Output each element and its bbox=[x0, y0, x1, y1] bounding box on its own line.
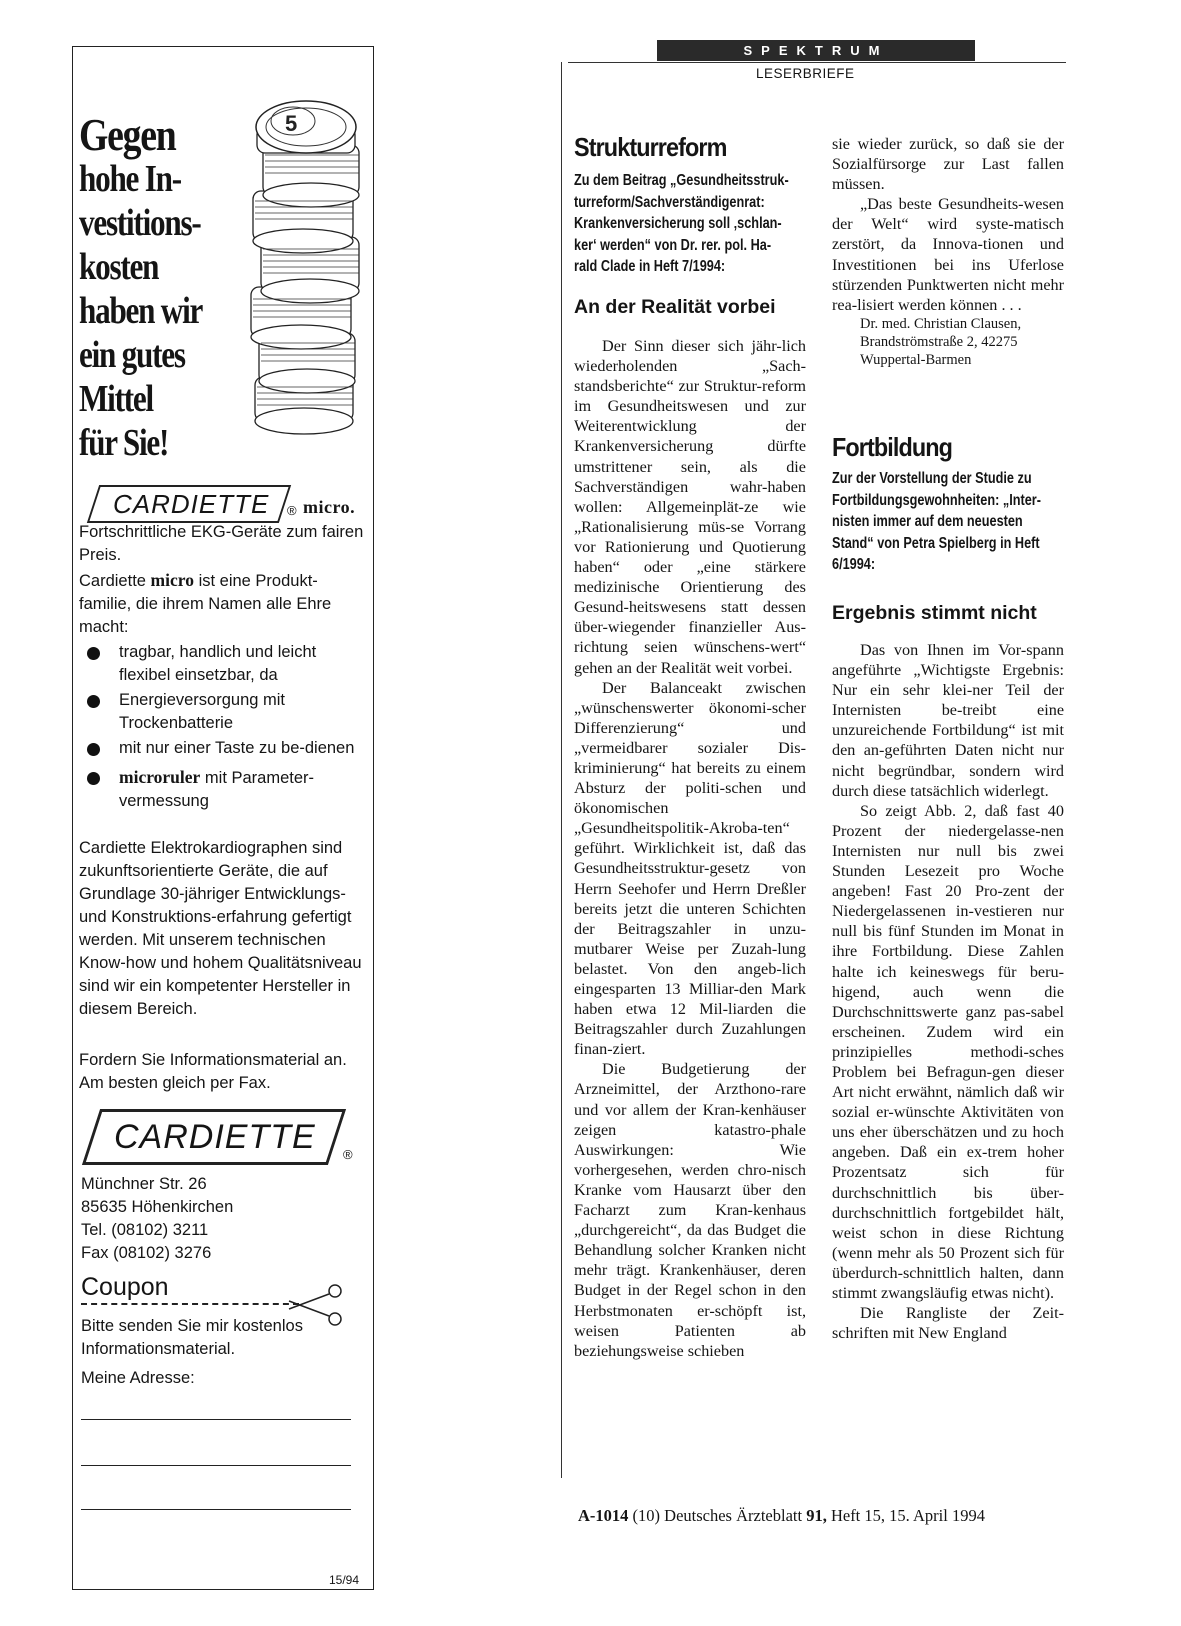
bullet-icon bbox=[87, 772, 100, 785]
address-line: 85635 Höhenkirchen bbox=[81, 1198, 234, 1216]
article-intro bbox=[574, 170, 787, 278]
intro-line: turreform/Sachverständigenrat: bbox=[574, 193, 765, 211]
bullet-text: Energieversorgung mit Trockenbatterie bbox=[119, 691, 285, 732]
letter-body-column-3 bbox=[832, 640, 1064, 1343]
feature-list bbox=[79, 641, 369, 815]
intro-line: 6/1994: bbox=[832, 556, 876, 573]
headline-line: ein gutes bbox=[79, 334, 185, 376]
paragraph: „Das beste Gesundheits-wesen der Welt“ wird syste-matisch zerstört, da Innova-tionen und Investitionen bei ins Uferlose stürzenden Punktwerten nicht mehr rea-lisiert werden können . . . bbox=[832, 195, 1064, 314]
page-footer bbox=[578, 1506, 1070, 1526]
intro-line: ker‘ werden“ von Dr. rer. pol. Ha- bbox=[574, 236, 772, 254]
headline-line: Gegen bbox=[79, 109, 176, 160]
company-address bbox=[81, 1173, 371, 1265]
bullet-text: tragbar, handlich und leicht flexibel einsetzbar, da bbox=[119, 643, 317, 684]
intro-line: Krankenversicherung soll ‚schlan- bbox=[574, 215, 782, 232]
intro-line: Zur der Vorstellung der Studie zu bbox=[832, 470, 1032, 487]
list-item bbox=[79, 766, 369, 813]
logo-text: CARDIETTE bbox=[113, 489, 270, 519]
coupon-title: Coupon bbox=[81, 1273, 169, 1301]
letter-body-column-1 bbox=[574, 336, 806, 1361]
signature-line: Dr. med. Christian Clausen, bbox=[860, 315, 1022, 332]
paragraph: Der Sinn dieser sich jähr-lich wiederholenden „Sach-standsberichte“ zur Struktur-reform im Gesundheitswesen und zur Weiterentwicklung der Krankenversicherung dürfte umstrittener sein, als die Sachverständigen wahr-haben wollen: Allgemeinplät-ze wie „Rationalisierung müs-se Vorrang vor Rationierung und Quotierung haben“ oder „eine stärkere medizinische Orientierung des Gesund-heitswesens statt dessen über-wiegender finanzieller Aus-richtung seien wünschens-wert“ gehen an der Realität weit vorbei. bbox=[574, 337, 806, 677]
intro-line: nisten immer auf dem neuesten bbox=[832, 513, 1023, 530]
headline-line: Mittel bbox=[79, 378, 153, 420]
coupon-address-label: Meine Adresse: bbox=[81, 1369, 195, 1387]
address-line: Tel. (08102) 3211 bbox=[81, 1221, 209, 1239]
journal-name: (10) Deutsches Ärzteblatt bbox=[632, 1506, 803, 1525]
paragraph: Die Budgetierung der Arzneimittel, der Arzthono-rare und vor allem der Kran-kenhäuser zeigen katastro-phale Auswirkungen: Wie vorhergesehen, werden chro-nisch Kranke vom Hausarzt über den Facharzt zum Kran-kenhaus „durchgereicht“, da das Budget die Behandlung solcher Kranken nicht mehr trägt. Krankenhäuser, deren Budget in der Regel schon in den Herbstmonaten er-schöpft ist, weisen Patienten ab beziehungsweise schieben bbox=[574, 1060, 806, 1360]
paragraph: Die Rangliste der Zeit-schriften mit New England bbox=[832, 1304, 1064, 1343]
article-title-strukturreform: Strukturreform bbox=[574, 132, 727, 162]
list-item bbox=[79, 641, 369, 687]
headline-line: kosten bbox=[79, 246, 159, 288]
bullet-bold: microruler bbox=[119, 767, 201, 787]
letter-body-column-2 bbox=[832, 134, 1064, 369]
article-title-fortbildung: Fortbildung bbox=[832, 432, 953, 462]
logo-text: CARDIETTE bbox=[114, 1118, 316, 1156]
intro-line: Fortbildungsgewohnheiten: „Inter- bbox=[832, 491, 1041, 509]
coupon-text: Bitte senden Sie mir kostenlos Informationsmaterial. bbox=[81, 1317, 303, 1358]
headline-line: für Sie! bbox=[79, 422, 169, 464]
section-banner: SPEKTRUM bbox=[657, 40, 975, 61]
bullet-text: mit Parameter-vermessung bbox=[119, 769, 315, 810]
paragraph: sie wieder zurück, so daß sie der Sozialfürsorge zur Last fallen müssen. bbox=[832, 135, 1064, 194]
ad-family-text bbox=[79, 569, 369, 639]
letter-title: Ergebnis stimmt nicht bbox=[832, 602, 1037, 624]
signature bbox=[832, 315, 1064, 369]
ad-body-text: Cardiette Elektrokardiographen sind zukunftsorientierte Geräte, die auf Grundlage 30-jähriger Entwicklungs- und Konstruktions-erfahrung gefertigt werden. Mit unserem technischen Know-how und hohem Qualitätsniveau sind wir ein kompetenter Hersteller in diesem Bereich. bbox=[79, 839, 362, 1018]
coin-number: 5 bbox=[285, 111, 298, 136]
registered-mark: ® bbox=[343, 1147, 353, 1162]
ad-call-to-action: Fordern Sie Informationsmaterial an. Am besten gleich per Fax. bbox=[79, 1051, 347, 1092]
bullet-icon bbox=[87, 695, 100, 708]
family-pre: Cardiette bbox=[79, 572, 146, 590]
subsection-label: LESERBRIEFE bbox=[756, 66, 855, 81]
cardiette-logo bbox=[87, 485, 291, 523]
paragraph: Das von Ihnen im Vor-spann angeführte „Wichtigste Ergebnis: Nur ein sehr klei-ner Teil der Internisten be-treibt eine unzureichende Fortbildung“ ist mit den an-geführten Daten nicht nur nicht begründbar, sondern wird durch diese tatsächlich widerlegt. bbox=[832, 641, 1064, 800]
address-field-line bbox=[81, 1509, 351, 1510]
logo-micro-suffix: micro. bbox=[303, 497, 356, 517]
headline-line: hohe In- bbox=[79, 158, 181, 200]
ad-headline bbox=[79, 109, 218, 465]
address-line: Münchner Str. 26 bbox=[81, 1175, 207, 1193]
header-rule bbox=[568, 62, 1066, 63]
list-item bbox=[79, 689, 369, 735]
signature-line: Brandströmstraße 2, 42275 bbox=[860, 333, 1018, 350]
bullet-icon bbox=[87, 647, 100, 660]
paragraph: Der Balanceakt zwischen „wünschenswerter ökonomi-scher Differenzierung“ und „vermeidbarer sozialer Dis-kriminierung“ hat bereits zu einem Absturz der politi-schen und ökonomischen „Gesundheitspolitik-Akroba-ten“ geführt. Wirklichkeit ist, daß das Gesundheitsstruktur-gesetz von Herrn Seehofer und Herrn Dreßler bereits jetzt die unteren Schichten der Beitragszahler in unzu-mutbarer Weise per Zuzah-lung belastet. Von den angeb-lich eingesparten 13 Milliar-den Mark haben etwa 12 Mil-liarden die Beitragszahler durch Zuzahlungen finan-ziert. bbox=[574, 678, 806, 1059]
column-rule bbox=[561, 62, 562, 1478]
volume-number: 91, bbox=[806, 1506, 827, 1525]
list-item bbox=[79, 737, 369, 760]
cardiette-logo-large bbox=[82, 1109, 346, 1165]
registered-mark: ® bbox=[287, 503, 297, 518]
page-number: A-1014 bbox=[578, 1506, 629, 1525]
address-field-line bbox=[81, 1465, 351, 1466]
paragraph: So zeigt Abb. 2, daß fast 40 Prozent der niedergelasse-nen Internisten nur null bis zwei Stunden Lesezeit pro Woche angeben! Fast 20 Pro-zent der Niedergelassenen in-vestieren nur null bis fünf Stunden im Monat in ihre Fortbildung. Diese Zahlen halte ich keineswegs für beru-higend, auch wenn die Durchschnittswerte ganz pas-sabel erscheinen. Zudem wird ein prinzipielles methodi-sches Problem bei Befragun-gen dieser Art nicht erwähnt, nämlich daß wir sozial er-wünschte Aktivitäten von uns eher überschätzen und zu hoch angeben. Daß ein ex-trem hoher Prozentsatz sich für durchschnittlich bis über-durchschnittlich fortgebildet hält, weist schon in diese Richtung (wenn mehr als 50 Prozent sich für überdurch-schnittlich halten, dann stimmt zwangsläufig etwas nicht). bbox=[832, 801, 1064, 1302]
bullet-text: mit nur einer Taste zu be-dienen bbox=[119, 739, 355, 757]
headline-line: haben wir bbox=[79, 290, 203, 332]
article-intro bbox=[832, 468, 1045, 576]
issue-date: Heft 15, 15. April 1994 bbox=[830, 1506, 985, 1525]
intro-line: rald Clade in Heft 7/1994: bbox=[574, 258, 726, 275]
ad-code: 15/94 bbox=[328, 1573, 359, 1587]
family-bold: micro bbox=[150, 570, 194, 590]
ad-tagline: Fortschrittliche EKG-Geräte zum fairen Preis. bbox=[79, 523, 364, 564]
bullet-icon bbox=[87, 743, 100, 756]
cardiette-advertisement bbox=[72, 46, 374, 1590]
intro-line: Zu dem Beitrag „Gesundheitsstruk- bbox=[574, 172, 789, 189]
family-post: ist eine Produkt-familie, die ihrem Namen alle Ehre macht: bbox=[79, 572, 332, 636]
letter-title: An der Realität vorbei bbox=[574, 296, 776, 318]
coin-stack-illustration bbox=[241, 87, 369, 447]
intro-line: Stand“ von Petra Spielberg in Heft bbox=[832, 534, 1040, 552]
signature-line: Wuppertal-Barmen bbox=[860, 351, 972, 368]
coupon-cut-line bbox=[81, 1303, 299, 1305]
address-line: Fax (08102) 3276 bbox=[81, 1244, 212, 1262]
address-field-line bbox=[81, 1419, 351, 1420]
headline-line: vestitions- bbox=[79, 202, 201, 244]
